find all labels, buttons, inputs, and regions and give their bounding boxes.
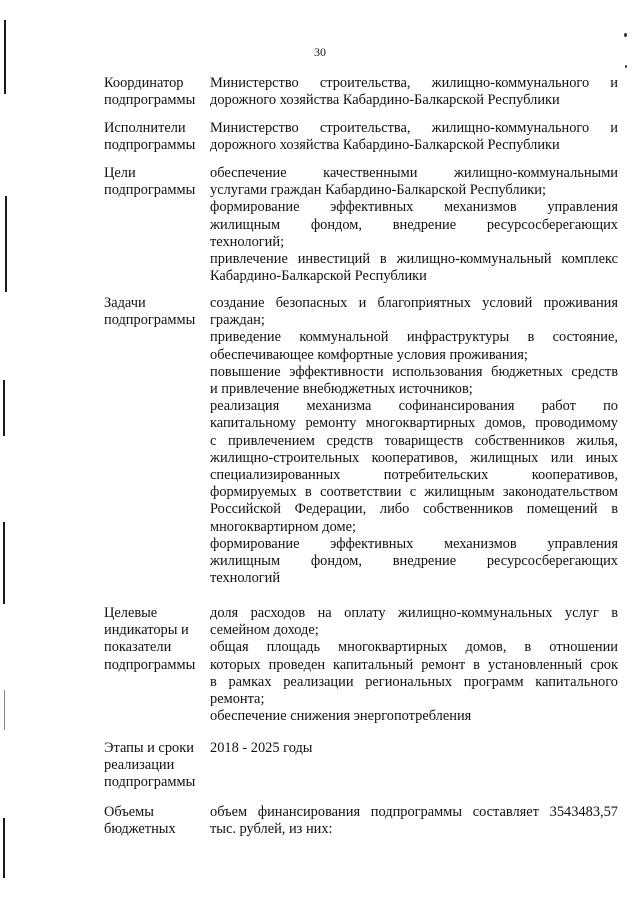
row-content-line: тыс. рублей, из них: [210,821,333,838]
row-label-line: индикаторы и [104,622,189,639]
row-content-line: повышение эффективности использования бюджетных средств [210,363,618,380]
row-label-line: подпрограммы [104,92,196,109]
row-label-line: Цели [104,165,136,181]
row-content [210,605,618,725]
row-content-line: дорожного хозяйства Кабардино-Балкарской Республики [210,92,560,109]
row-content-line: услугами граждан Кабардино-Балкарской Республики; [210,182,546,199]
row-label [104,165,204,199]
row-content-line: объем финансирования подпрограммы составляет 3543483,57 [210,804,618,820]
row-content [210,804,618,838]
row-content-line: и привлечение внебюджетных источников; [210,381,473,398]
row-content-line: семейном доходе; [210,622,319,639]
row-content-line: обеспечение снижения энергопотребления [210,708,472,725]
row-content-line: жилищно-строительных кооперативов, жилищных или иных [210,449,618,466]
row-content-line: создание безопасных и благоприятных условий проживания [210,295,618,311]
row-content-line: с привлечением средств товариществ собственников жилья, [210,432,618,449]
row-label [104,605,204,674]
row-content [210,295,618,587]
row-label-line: подпрограммы [104,656,196,673]
row-label [104,740,204,792]
row-content-line: обеспечение качественными жилищно-коммунальными [210,165,618,181]
row-label [104,120,204,154]
row-content-line: приведение коммунальной инфраструктуры в состояние, [210,329,618,346]
row-content-line: 2018 - 2025 годы [210,740,313,756]
row-label-line: Задачи [104,295,146,311]
row-label [104,295,204,329]
row-content-line: реализация механизма софинансирования работ по [210,398,618,415]
row-content-line: Министерство строительства, жилищно-коммунального и [210,75,618,91]
row-content [210,165,618,285]
scan-mark [4,690,5,730]
scan-mark [3,380,5,436]
row-content-line: которых проведен капитальный ремонт в установленный срок [210,656,618,673]
row-label-line: подпрограммы [104,312,196,329]
page-number: 30 [314,45,326,59]
row-label-line: Исполнители [104,120,186,136]
row-content-line: обеспечивающее комфортные условия проживания; [210,346,528,363]
row-label-line: подпрограммы [104,137,196,154]
row-label-line: Этапы и сроки [104,740,194,756]
row-content-line: дорожного хозяйства Кабардино-Балкарской Республики [210,137,560,154]
row-content-line: технологий [210,570,281,587]
row-label-line: реализации [104,757,175,774]
row-label-line: Целевые [104,605,158,621]
scan-speck [624,33,627,37]
row-content-line: граждан; [210,312,265,329]
row-label-line: Объемы [104,804,154,820]
row-content-line: формирование эффективных механизмов управления [210,535,618,552]
row-content-line: Российской Федерации, либо собственников помещений в [210,501,618,518]
row-content-line: жилищным фондом, внедрение ресурсосберегающих [210,553,618,570]
row-content-line: общая площадь многоквартирных домов, в отношении [210,639,618,656]
row-content [210,75,618,109]
row-label-line: подпрограммы [104,774,196,791]
row-content-line: многоквартирном доме; [210,518,356,535]
row-content [210,740,618,757]
row-content-line: Министерство строительства, жилищно-коммунального и [210,120,618,136]
row-content-line: привлечение инвестиций в жилищно-коммунальный комплекс [210,251,618,268]
scan-speck [625,65,627,68]
row-content-line: ремонта; [210,691,265,708]
row-label-line: показатели [104,639,172,656]
scan-mark [3,522,5,604]
row-label [104,75,204,109]
row-label-line: бюджетных [104,821,176,838]
row-content [210,120,618,154]
row-label-line: подпрограммы [104,182,196,199]
scan-mark [5,196,7,292]
row-content-line: в рамках реализации региональных программ капитального [210,673,618,690]
row-content-line: технологий; [210,233,285,250]
row-content-line: доля расходов на оплату жилищно-коммунальных услуг в [210,605,618,621]
scan-mark [4,20,6,94]
row-content-line: формирование эффективных механизмов управления [210,199,618,216]
row-content-line: капитальному ремонту многоквартирных домов, проводимому [210,415,618,432]
row-content-line: жилищным фондом, внедрение ресурсосберегающих [210,216,618,233]
row-label [104,804,204,838]
row-content-line: Кабардино-Балкарской Республики [210,268,427,285]
row-content-line: специализированных потребительских кооперативов, [210,467,618,484]
row-content-line: формируемых в соответствии с жилищным законодательством [210,484,618,501]
scan-mark [3,818,5,878]
row-label-line: Координатор [104,75,184,91]
